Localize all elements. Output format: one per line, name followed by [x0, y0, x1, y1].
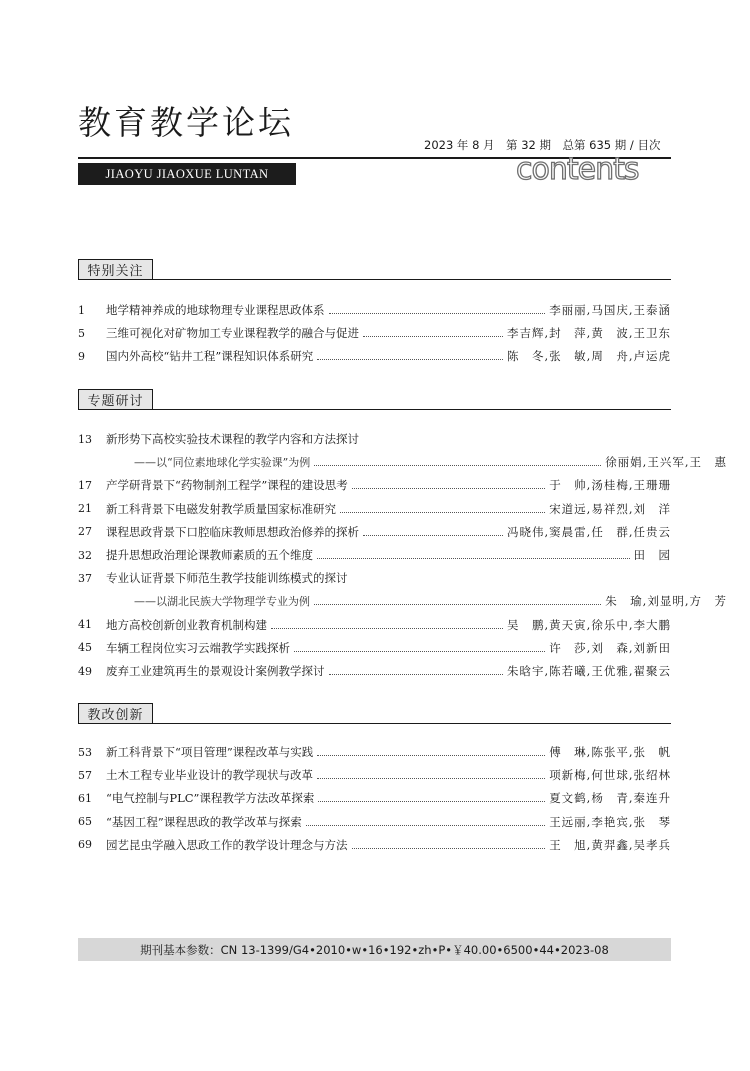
dot-leader [317, 777, 545, 779]
section-rule [78, 279, 671, 280]
article-title: 课程思政背景下口腔临床教师思想政治修养的探析 [106, 524, 359, 539]
article-authors: 傅 琳,陈张平,张 帆 [549, 745, 671, 759]
toc-entry[interactable] [78, 742, 671, 762]
article-authors: 李吉辉,封 萍,黄 波,王卫东 [507, 326, 671, 341]
toc-entry[interactable] [78, 475, 671, 495]
article-title: 提升思想政治理论课教师素质的五个维度 [106, 548, 313, 562]
dot-leader [271, 627, 503, 629]
article-subtitle: ——以“同位素地球化学实验课”为例 [134, 456, 311, 470]
article-title: 专业认证背景下师范生教学技能训练模式的探讨 [106, 571, 348, 586]
toc-entry[interactable] [78, 788, 671, 808]
dot-leader [317, 557, 630, 559]
toc-entry[interactable] [78, 346, 671, 366]
dot-leader [352, 487, 545, 489]
article-authors: 朱晗宇,陈若曦,王优雅,翟聚云 [507, 664, 671, 678]
page-number: 61 [78, 791, 92, 805]
article-title: 园艺昆虫学融入思政工作的教学设计理念与方法 [106, 837, 348, 852]
page-number: 41 [78, 618, 92, 632]
section-heading: 教改创新 [78, 703, 153, 724]
page-number: 69 [78, 838, 92, 852]
contents-logo: contents [516, 152, 639, 187]
toc-entry[interactable] [78, 835, 671, 855]
article-authors: 田 园 [633, 548, 671, 562]
journal-title: 教育教学论坛 [78, 103, 294, 142]
page-number: 5 [78, 326, 85, 340]
toc-entry[interactable] [78, 812, 671, 832]
article-subtitle: ——以湖北民族大学物理学专业为例 [134, 595, 310, 609]
issue-info: 2023 年 8 月 第 32 期 总第 635 期 / 目次 [424, 138, 661, 152]
article-title: 土木工程专业毕业设计的教学现状与改革 [106, 768, 313, 783]
toc-entry[interactable] [78, 765, 671, 785]
section-heading: 特别关注 [78, 259, 153, 280]
article-authors: 李丽丽,马国庆,王泰涵 [549, 303, 671, 317]
article-title: 废弃工业建筑再生的景观设计案例教学探讨 [106, 664, 325, 678]
dot-leader [314, 464, 601, 466]
article-authors: 许 莎,刘 森,刘新田 [549, 640, 671, 655]
page-number: 53 [78, 745, 92, 759]
dot-leader [363, 534, 503, 536]
toc-entry[interactable] [78, 661, 671, 681]
page-number: 49 [78, 664, 92, 678]
dot-leader [306, 824, 545, 826]
page-number: 13 [78, 432, 92, 446]
toc-entry[interactable] [78, 638, 671, 658]
toc-entry[interactable] [78, 323, 671, 343]
dot-leader [352, 847, 546, 849]
article-title: 新工科背景下电磁发射教学质量国家标准研究 [106, 501, 336, 516]
article-title: “基因工程”课程思政的教学改革与探索 [106, 814, 302, 829]
article-authors: 王远丽,李艳宾,张 琴 [549, 814, 671, 829]
dot-leader [363, 335, 503, 337]
toc-entry[interactable] [78, 300, 671, 320]
page-number: 57 [78, 768, 92, 782]
dot-leader [317, 358, 503, 360]
toc-entry[interactable] [78, 522, 671, 542]
article-authors: 项新梅,何世球,张绍林 [549, 768, 671, 783]
article-authors: 宋道远,易祥烈,刘 洋 [549, 501, 671, 516]
article-title: 地学精神养成的地球物理专业课程思政体系 [106, 303, 325, 317]
dot-leader [329, 673, 504, 675]
page-number: 1 [78, 303, 85, 317]
article-title: “电气控制与PLC”课程教学方法改革探索 [106, 791, 315, 806]
article-authors: 冯晓伟,窦晨雷,任 群,任贵云 [507, 524, 671, 539]
article-authors: 夏文鹤,杨 青,秦连升 [549, 791, 671, 806]
section-heading: 专题研讨 [78, 389, 153, 410]
article-title: 车辆工程岗位实习云端教学实践探析 [106, 640, 290, 655]
article-authors: 于 帅,汤桂梅,王珊珊 [549, 478, 671, 493]
article-title: 新形势下高校实验技术课程的教学内容和方法探讨 [106, 432, 359, 446]
page-number: 21 [78, 502, 92, 516]
toc-entry[interactable] [78, 429, 671, 449]
article-title: 新工科背景下“项目管理”课程改革与实践 [106, 745, 314, 759]
dot-leader [318, 800, 545, 802]
page-number: 65 [78, 815, 92, 829]
article-authors: 王 旭,黄羿鑫,吴孝兵 [549, 837, 671, 852]
article-title: 三维可视化对矿物加工专业课程教学的融合与促进 [106, 326, 359, 341]
dot-leader [294, 650, 545, 652]
toc-entry[interactable] [78, 545, 671, 565]
dot-leader [329, 312, 546, 314]
article-title: 地方高校创新创业教育机制构建 [106, 617, 267, 632]
article-authors: 朱 瑜,刘显明,方 芳 [605, 594, 727, 609]
toc-subtitle-row[interactable] [78, 452, 727, 472]
article-title: 产学研背景下“药物制剂工程学”课程的建设思考 [106, 478, 348, 493]
page-number: 17 [78, 478, 92, 492]
footer-params: 期刊基本参数：CN 13-1399/G4•2010•w•16•192•zh•P•￥40.00•6500•44•2023-08 [78, 938, 671, 961]
section-rule [78, 409, 671, 410]
dot-leader [314, 603, 601, 605]
page-number: 45 [78, 641, 92, 655]
article-title: 国内外高校“钻井工程”课程知识体系研究 [106, 349, 314, 364]
dot-leader [340, 511, 545, 513]
toc-entry[interactable] [78, 499, 671, 519]
toc-subtitle-row[interactable] [78, 591, 727, 611]
page-number: 9 [78, 349, 85, 363]
section-rule [78, 723, 671, 724]
dot-leader [317, 754, 545, 756]
article-authors: 吴 鹏,黄天寅,徐乐中,李大鹏 [507, 617, 671, 632]
page-number: 32 [78, 548, 92, 562]
article-authors: 陈 冬,张 敏,周 舟,卢运虎 [507, 349, 671, 364]
toc-entry[interactable] [78, 615, 671, 635]
page-number: 37 [78, 571, 92, 585]
article-authors: 徐丽娟,王兴军,王 惠 [605, 455, 727, 470]
pinyin-banner: JIAOYU JIAOXUE LUNTAN [78, 163, 296, 185]
toc-entry[interactable] [78, 568, 671, 588]
page-number: 27 [78, 525, 92, 539]
